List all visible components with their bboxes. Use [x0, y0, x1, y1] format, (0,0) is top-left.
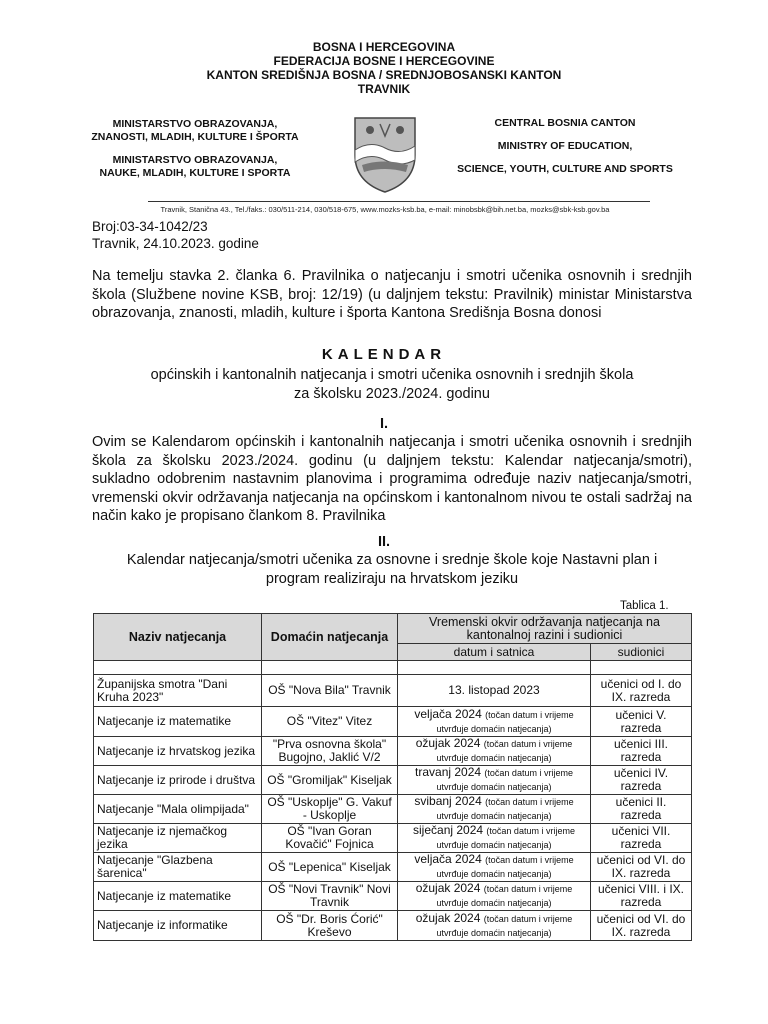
- cell-participants: učenici VIII. i IX. razreda: [591, 882, 692, 911]
- header-line: KANTON SREDIŠNJA BOSNA / SREDNJOBOSANSKI KANTON: [206, 68, 562, 82]
- header-lines: [0, 40, 768, 96]
- ministry-name-english: [445, 112, 685, 181]
- cell-host: OŠ "Nova Bila" Travnik: [262, 675, 398, 707]
- ministry-line: MINISTRY OF EDUCATION,: [497, 140, 633, 152]
- spacer-cell: [398, 661, 591, 675]
- spacer-cell: [94, 661, 262, 675]
- section1-paragraph: Ovim se Kalendarom općinskih i kantonalnih natjecanja i smotri učenika osnovnih i srednjih škola za školsku 2023./2024. godinu (u daljnjem tekstu: Kalendar natjecanja/smotri), sukladno odobrenim nastavnim planovima i programima određuje naziv natjecanja/smotri, vremenski okvir održavanja natjecanja na općinskom i kantonalnom nivou te ostali sadržaj na način kako je propisano člankom 8. Pravilnika: [92, 434, 692, 524]
- document-title: KALENDAR: [321, 346, 447, 363]
- section-number: I.: [379, 416, 389, 432]
- cell-name: Natjecanje iz informatike: [94, 911, 262, 941]
- date-note: (točan datum i vrijeme utvrđuje domaćin natjecanja): [436, 913, 573, 938]
- table-row: [94, 824, 692, 853]
- table-row: [94, 795, 692, 824]
- table-row: [94, 707, 692, 737]
- ministry-line: MINISTARSTVO OBRAZOVANJA,: [112, 154, 278, 166]
- col-header-date: datum i satnica: [398, 644, 591, 661]
- cell-participants: učenici od I. do IX. razreda: [591, 675, 692, 707]
- document-date: Travnik, 24.10.2023. godine: [92, 236, 259, 251]
- date-text: svibanj 2024: [414, 794, 482, 808]
- cell-host: OŠ "Novi Travnik" Novi Travnik: [262, 882, 398, 911]
- cell-participants: učenici III. razreda: [591, 737, 692, 766]
- header-line: FEDERACIJA BOSNE I HERCEGOVINE: [273, 54, 495, 68]
- cell-date: [398, 824, 591, 853]
- col-header-participants: sudionici: [591, 644, 692, 661]
- cell-host: OŠ "Dr. Boris Ćorić" Kreševo: [262, 911, 398, 941]
- ministry-line: CENTRAL BOSNIA CANTON: [494, 117, 636, 129]
- ministry-line: NAUKE, MLADIH, KULTURE I SPORTA: [99, 167, 291, 179]
- header-divider: [148, 201, 650, 202]
- header-line: BOSNA I HERCEGOVINA: [312, 40, 456, 54]
- date-note: (točan datum i vrijeme utvrđuje domaćin natjecanja): [436, 739, 573, 763]
- cell-name: Natjecanje "Glazbena šarenica": [94, 853, 262, 882]
- col-header-host: Domaćin natjecanja: [262, 614, 398, 661]
- cell-date: [398, 853, 591, 882]
- cell-date: [398, 675, 591, 707]
- document-subtitle: [92, 366, 692, 403]
- section-number: II.: [377, 534, 391, 550]
- date-note: (točan datum i vrijeme utvrđuje domaćin natjecanja): [436, 884, 573, 908]
- cell-participants: učenici V. razreda: [591, 707, 692, 737]
- subtitle-line: općinskih i kantonalnih natjecanja i smotri učenika osnovnih i srednjih škola: [150, 367, 634, 383]
- cell-participants: učenici od VI. do IX. razreda: [591, 911, 692, 941]
- competition-table: [93, 613, 692, 941]
- cell-name: Natjecanje "Mala olimpijada": [94, 795, 262, 824]
- contact-line: Travnik, Stanična 43., Tel./faks.: 030/511-214, 030/518-675, www.mozks-ksb.ba, e-mail: minobsbk@bih.net.ba, mozks@sbk-ksb.gov.ba: [160, 205, 610, 214]
- cell-name: Natjecanje iz hrvatskog jezika: [94, 737, 262, 766]
- table-caption: Tablica 1.: [620, 600, 669, 612]
- table-row: [94, 737, 692, 766]
- cell-date: [398, 707, 591, 737]
- date-text: veljača 2024: [414, 706, 482, 721]
- cell-host: OŠ "Gromiljak" Kiseljak: [262, 766, 398, 795]
- table-row: [94, 766, 692, 795]
- date-text: siječanj 2024: [413, 823, 484, 837]
- intro-paragraph: Na temelju stavka 2. članka 6. Pravilnika o natjecanju i smotri učenika osnovnih i srednjih škola (Službene novine KSB, broj: 12/19) (u daljnjem tekstu: Pravilnik) ministar Ministarstva obrazovanja, znanosti, mladih, kulture i športa Kantona Središnja Bosna donosi: [92, 268, 692, 321]
- date-text: 13. listopad 2023: [448, 683, 540, 697]
- section2-line: Kalendar natjecanja/smotri učenika za osnovne i srednje škole koje Nastavni plan i: [126, 552, 658, 568]
- canton-coat-of-arms-icon: [340, 110, 430, 195]
- date-note: (točan datum i vrijeme utvrđuje domaćin natjecanja): [436, 709, 574, 734]
- cell-name: Natjecanje iz matematike: [94, 707, 262, 737]
- cell-date: [398, 766, 591, 795]
- cell-participants: učenici IV. razreda: [591, 766, 692, 795]
- date-text: ožujak 2024: [415, 736, 481, 750]
- document-number: Broj:03-34-1042/23: [92, 219, 208, 234]
- cell-date: [398, 911, 591, 941]
- cell-host: "Prva osnovna škola" Bugojno, Jaklić V/2: [262, 737, 398, 766]
- cell-host: OŠ "Uskoplje" G. Vakuf - Uskoplje: [262, 795, 398, 824]
- cell-name: Županijska smotra "Dani Kruha 2023": [94, 675, 262, 707]
- date-note: (točan datum i vrijeme utvrđuje domaćin natjecanja): [436, 855, 574, 879]
- date-note: (točan datum i vrijeme utvrđuje domaćin natjecanja): [436, 768, 573, 792]
- cell-participants: učenici II. razreda: [591, 795, 692, 824]
- cell-date: [398, 737, 591, 766]
- table-row: [94, 911, 692, 941]
- date-note: (točan datum i vrijeme utvrđuje domaćin natjecanja): [436, 826, 575, 850]
- cell-date: [398, 795, 591, 824]
- header-line: TRAVNIK: [357, 82, 411, 96]
- cell-participants: učenici od VI. do IX. razreda: [591, 853, 692, 882]
- cell-name: Natjecanje iz njemačkog jezika: [94, 824, 262, 853]
- table-row: [94, 882, 692, 911]
- cell-host: OŠ "Lepenica" Kiseljak: [262, 853, 398, 882]
- date-text: travanj 2024: [415, 765, 482, 779]
- date-text: ožujak 2024: [415, 910, 481, 925]
- date-text: ožujak 2024: [415, 881, 481, 895]
- section2-line: program realiziraju na hrvatskom jeziku: [265, 570, 519, 587]
- table-row: [94, 853, 692, 882]
- ministry-name-bosnian: [70, 154, 320, 180]
- section2-heading: [92, 551, 692, 588]
- date-note: (točan datum i vrijeme utvrđuje domaćin natjecanja): [436, 797, 574, 821]
- cell-participants: učenici VII. razreda: [591, 824, 692, 853]
- table-row: [94, 675, 692, 707]
- ministry-line: ZNANOSTI, MLADIH, KULTURE I ŠPORTA: [91, 131, 299, 143]
- ministry-line: MINISTARSTVO OBRAZOVANJA,: [112, 118, 278, 130]
- spacer-cell: [591, 661, 692, 675]
- date-text: veljača 2024: [414, 852, 482, 866]
- subtitle-line: za školsku 2023./2024. godinu: [294, 385, 490, 402]
- col-header-name: Naziv natjecanja: [94, 614, 262, 661]
- ministry-line: SCIENCE, YOUTH, CULTURE AND SPORTS: [457, 163, 673, 175]
- cell-name: Natjecanje iz matematike: [94, 882, 262, 911]
- cell-name: Natjecanje iz prirode i društva: [94, 766, 262, 795]
- spacer-cell: [262, 661, 398, 675]
- col-header-frame: Vremenski okvir održavanja natjecanja na kantonalnoj razini i sudionici: [398, 614, 692, 644]
- cell-host: OŠ "Ivan Goran Kovačić" Fojnica: [262, 824, 398, 853]
- cell-host: OŠ "Vitez" Vitez: [262, 707, 398, 737]
- cell-date: [398, 882, 591, 911]
- ministry-name-croatian: [70, 118, 320, 144]
